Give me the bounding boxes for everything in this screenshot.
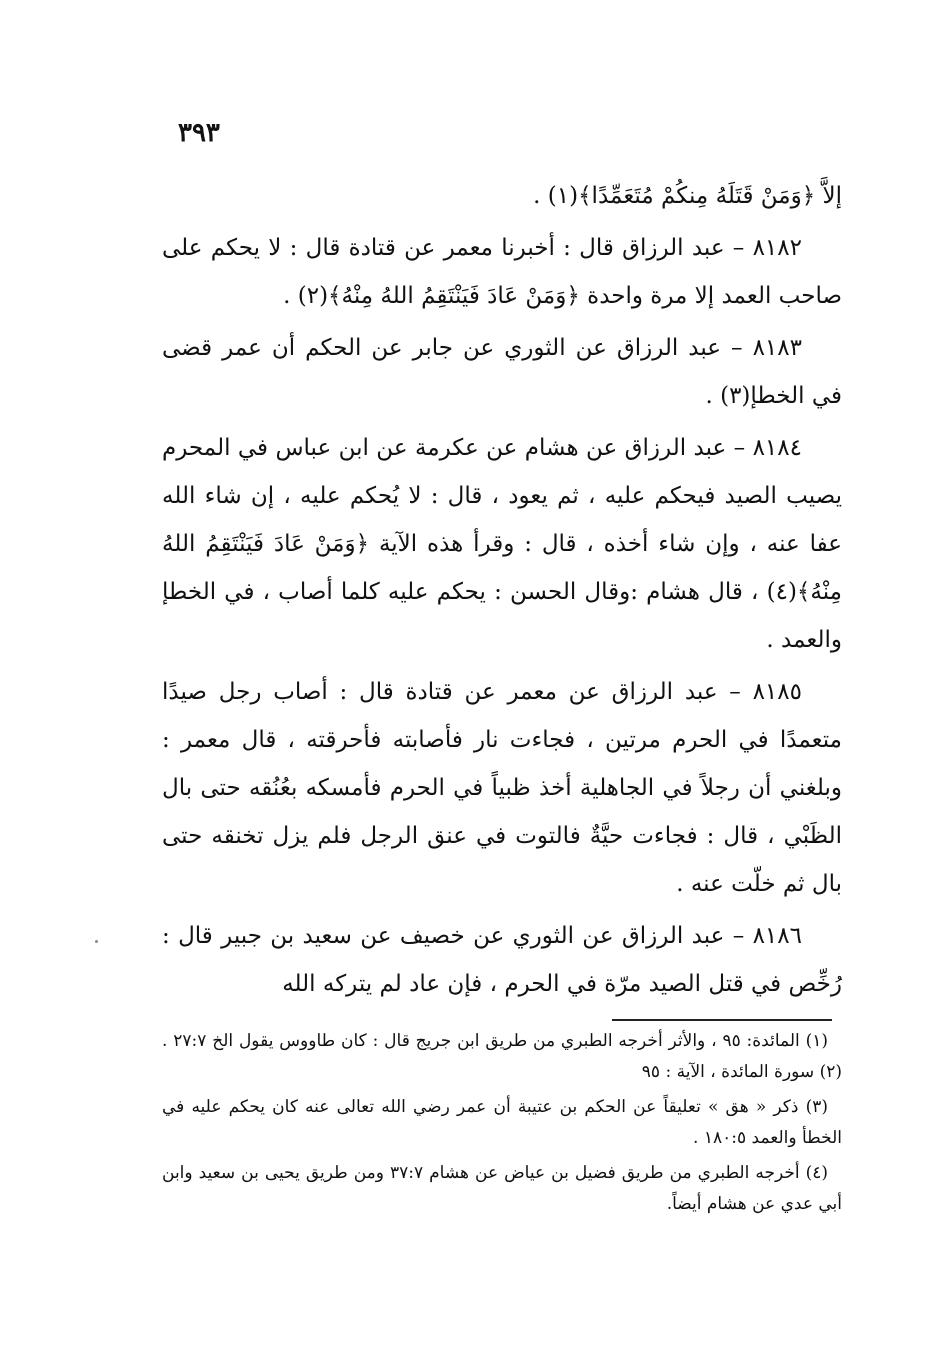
paragraph-8184: ٨١٨٤ – عبد الرزاق عن هشام عن عكرمة عن ابن عباس في المحرم يصيب الصيد فيحكم عليه ، ثم يعود ، قال : لا يُحكم عليه ، إن شاء الله عفا عنه ، وإن شاء أخذه ، قال : وقرأ هذه الآية ﴿وَمَنْ عَادَ فَيَنْتَقِمُ اللهُ مِنْهُ﴾(٤) ، قال هشام :وقال الحسن : يحكم عليه كلما أصاب ، في الخطإ والعمد . — [162, 435, 842, 653]
paragraph-8183: ٨١٨٣ – عبد الرزاق عن الثوري عن جابر عن الحكم أن عمر قضى في الخطإ(٣) . — [162, 335, 842, 409]
paragraph-8186: ٨١٨٦ – عبد الرزاق عن الثوري عن خصيف عن سعيد بن جبير قال : رُخِّص في قتل الصيد مرّة في الحرم ، فإن عاد لم يتركه الله — [162, 923, 842, 997]
footnotes — [162, 1026, 842, 1224]
paragraph-continuation: إلاَّ ﴿وَمَنْ قَتَلَهُ مِنكُمْ مُتَعَمِّدًا﴾(١) . — [533, 183, 842, 209]
footnote-divider — [612, 1019, 832, 1021]
paragraph-8185: ٨١٨٥ – عبد الرزاق عن معمر عن قتادة قال : أصاب رجل صيدًا متعمدًا في الحرم مرتين ، فجاءت نار فأصابته فأحرقته ، قال معمر : وبلغني أن رجلاً في الجاهلية أخذ ظبياً في الحرم فأمسكه بعُنُقه حتى بال الظَبْي ، قال : فجاءت حيَّةٌ فالتوت في عنق الرجل فلم يزل تخنقه حتى بال ثم خلّت عنه . — [162, 679, 842, 897]
footnote-3: (٣) ذكر « هق » تعليقاً عن الحكم بن عتيبة أن عمر رضي الله تعالى عنه كان يحكم عليه في الخطأ والعمد ١٨٠:٥ . — [162, 1097, 842, 1148]
page-number: ٣٩٣ — [178, 118, 220, 148]
body-text — [162, 172, 842, 1012]
footnote-4: (٤) أخرجه الطبري من طريق فضيل بن عياض عن هشام ٣٧:٧ ومن طريق يحيى بن سعيد وابن أبي عدي عن هشام أيضاً. — [162, 1163, 842, 1214]
margin-mark — [95, 940, 98, 943]
paragraph-8182: ٨١٨٢ – عبد الرزاق قال : أخبرنا معمر عن قتادة قال : لا يحكم على صاحب العمد إلا مرة واحدة ﴿وَمَنْ عَادَ فَيَنْتَقِمُ اللهُ مِنْهُ﴾(٢) . — [162, 235, 842, 309]
footnote-1-2: (١) المائدة: ٩٥ ، والأثر أخرجه الطبري من طريق ابن جريج قال : كان طاووس يقول الخ ٢٧:٧ . (٢) سورة المائدة ، الآية : ٩٥ — [162, 1031, 842, 1082]
